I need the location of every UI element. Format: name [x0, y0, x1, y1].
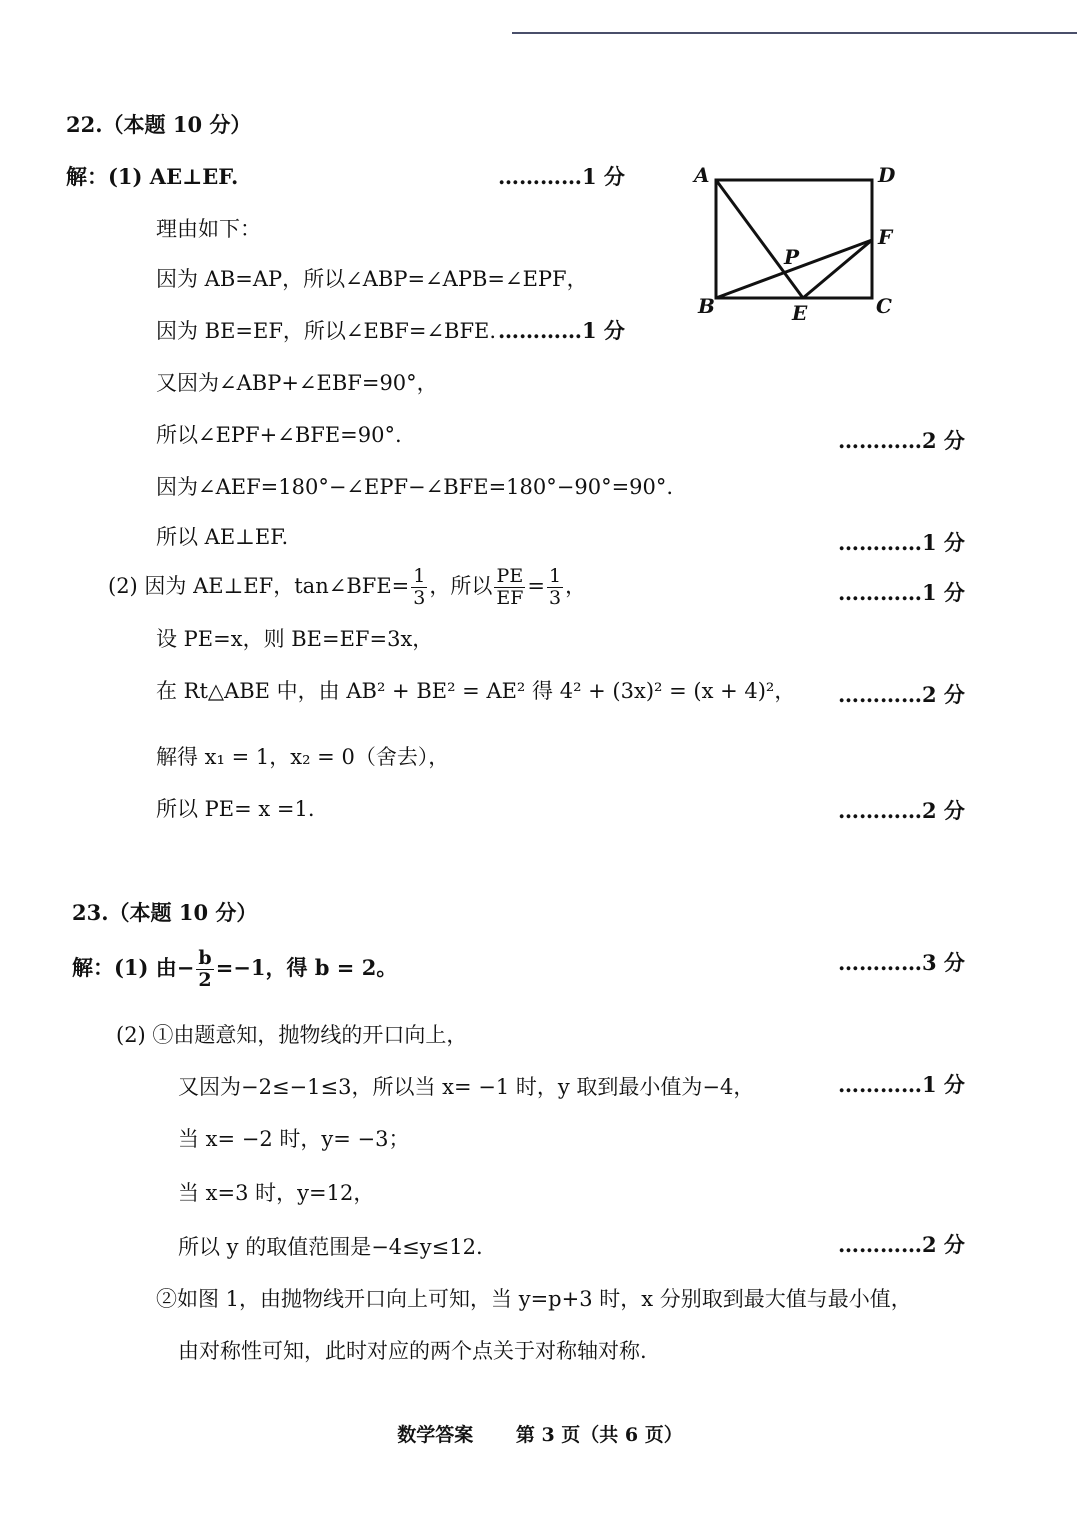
q22-step-7: 设 PE=x，则 BE=EF=3x，: [156, 627, 434, 651]
q22-step-4: 所以∠EPF+∠BFE=90°.: [156, 423, 402, 447]
q23-score-2: …………1 分: [838, 1072, 965, 1097]
footer-subject: 数学答案: [397, 1424, 474, 1446]
q23-part1-line: 解：(1) 由− $\frac{b}{2}$ =−1，得 b = 2。: [72, 947, 398, 991]
q22-part2-text-a: (2) 因为 AE⊥EF，tan∠BFE=: [108, 574, 410, 598]
q22-step-5: 因为∠AEF=180°−∠EPF−∠BFE=180°−90°=90°.: [156, 475, 674, 499]
label-c: C: [876, 294, 892, 318]
q23-step-1: (2) ①由题意知，抛物线的开口向上，: [116, 1023, 468, 1047]
q23-score-1: …………3 分: [838, 950, 965, 975]
q22-score-7: …………2 分: [838, 798, 965, 823]
fraction-one-third: $\frac{1}{3}$: [413, 565, 426, 609]
q22-score-5: …………1 分: [838, 580, 965, 605]
label-e: E: [792, 301, 808, 325]
label-b: B: [698, 294, 715, 318]
fraction-one-third-2: $\frac{1}{3}$: [549, 565, 562, 609]
q23-score-3: …………2 分: [838, 1232, 965, 1257]
label-p: P: [784, 245, 800, 269]
rectangle-figure: [690, 160, 920, 330]
q22-step-2: 因为 BE=EF，所以∠EBF=∠BFE.: [156, 319, 497, 343]
footer-page-number: 第 3 页（共 6 页）: [515, 1424, 683, 1446]
q22-header: 22.（本题 10 分）: [66, 112, 252, 137]
q23-step-4: 当 x=3 时，y=12，: [178, 1181, 375, 1205]
segment-ef: [803, 240, 872, 298]
q22-score-6: …………2 分: [838, 682, 965, 707]
q22-step-3: 又因为∠ABP+∠EBF=90°，: [156, 371, 438, 395]
rectangle-abcd: [716, 180, 872, 298]
q22-score-1: …………1 分: [498, 164, 625, 189]
q22-step-9: 解得 x₁ = 1，x₂ = 0（舍去），: [156, 745, 450, 769]
top-rule: [512, 32, 1077, 34]
label-a: A: [694, 163, 710, 187]
q23-header: 23.（本题 10 分）: [72, 900, 258, 925]
q22-part2-text-b: ，所以: [429, 574, 493, 598]
label-d: D: [878, 163, 896, 187]
q22-score-3: …………2 分: [838, 428, 965, 453]
q23-step-2: 又因为−2≤−1≤3，所以当 x= −1 时，y 取到最小值为−4，: [178, 1075, 755, 1099]
q22-step-6: 所以 AE⊥EF.: [156, 525, 289, 549]
q22-part2-line: (2) 因为 AE⊥EF，tan∠BFE= $\frac{1}{3}$ ，所以 $\frac{PE}{EF}$ = $\frac{1}{3}$ ，: [108, 565, 587, 609]
q22-step-8: 在 Rt△ABE 中，由 AB² + BE² = AE² 得 4² + (3x)² = (x + 4)²，: [156, 679, 796, 703]
q22-score-2: …………1 分: [498, 318, 625, 343]
q23-step-3: 当 x= −2 时，y= −3；: [178, 1127, 410, 1151]
q23-step-5: 所以 y 的取值范围是−4≤y≤12.: [178, 1235, 483, 1259]
q22-reason-intro: 理由如下：: [156, 217, 261, 241]
q23-step-6: ②如图 1，由抛物线开口向上可知，当 y=p+3 时，x 分别取到最大值与最小值，: [156, 1287, 912, 1311]
q22-step-10: 所以 PE= x =1.: [156, 797, 315, 821]
q22-score-4: …………1 分: [838, 530, 965, 555]
q23-step-7: 由对称性可知，此时对应的两个点关于对称轴对称.: [178, 1339, 647, 1363]
label-f: F: [878, 225, 893, 249]
fraction-pe-ef: $\frac{PE}{EF}$: [496, 565, 524, 609]
q22-step-1: 因为 AB=AP，所以∠ABP=∠APB=∠EPF，: [156, 267, 588, 291]
q22-answer-1: 解：(1) AE⊥EF.: [66, 164, 239, 189]
fraction-b-over-2: $\frac{b}{2}$: [198, 947, 212, 991]
page-footer: [0, 1420, 1080, 1447]
